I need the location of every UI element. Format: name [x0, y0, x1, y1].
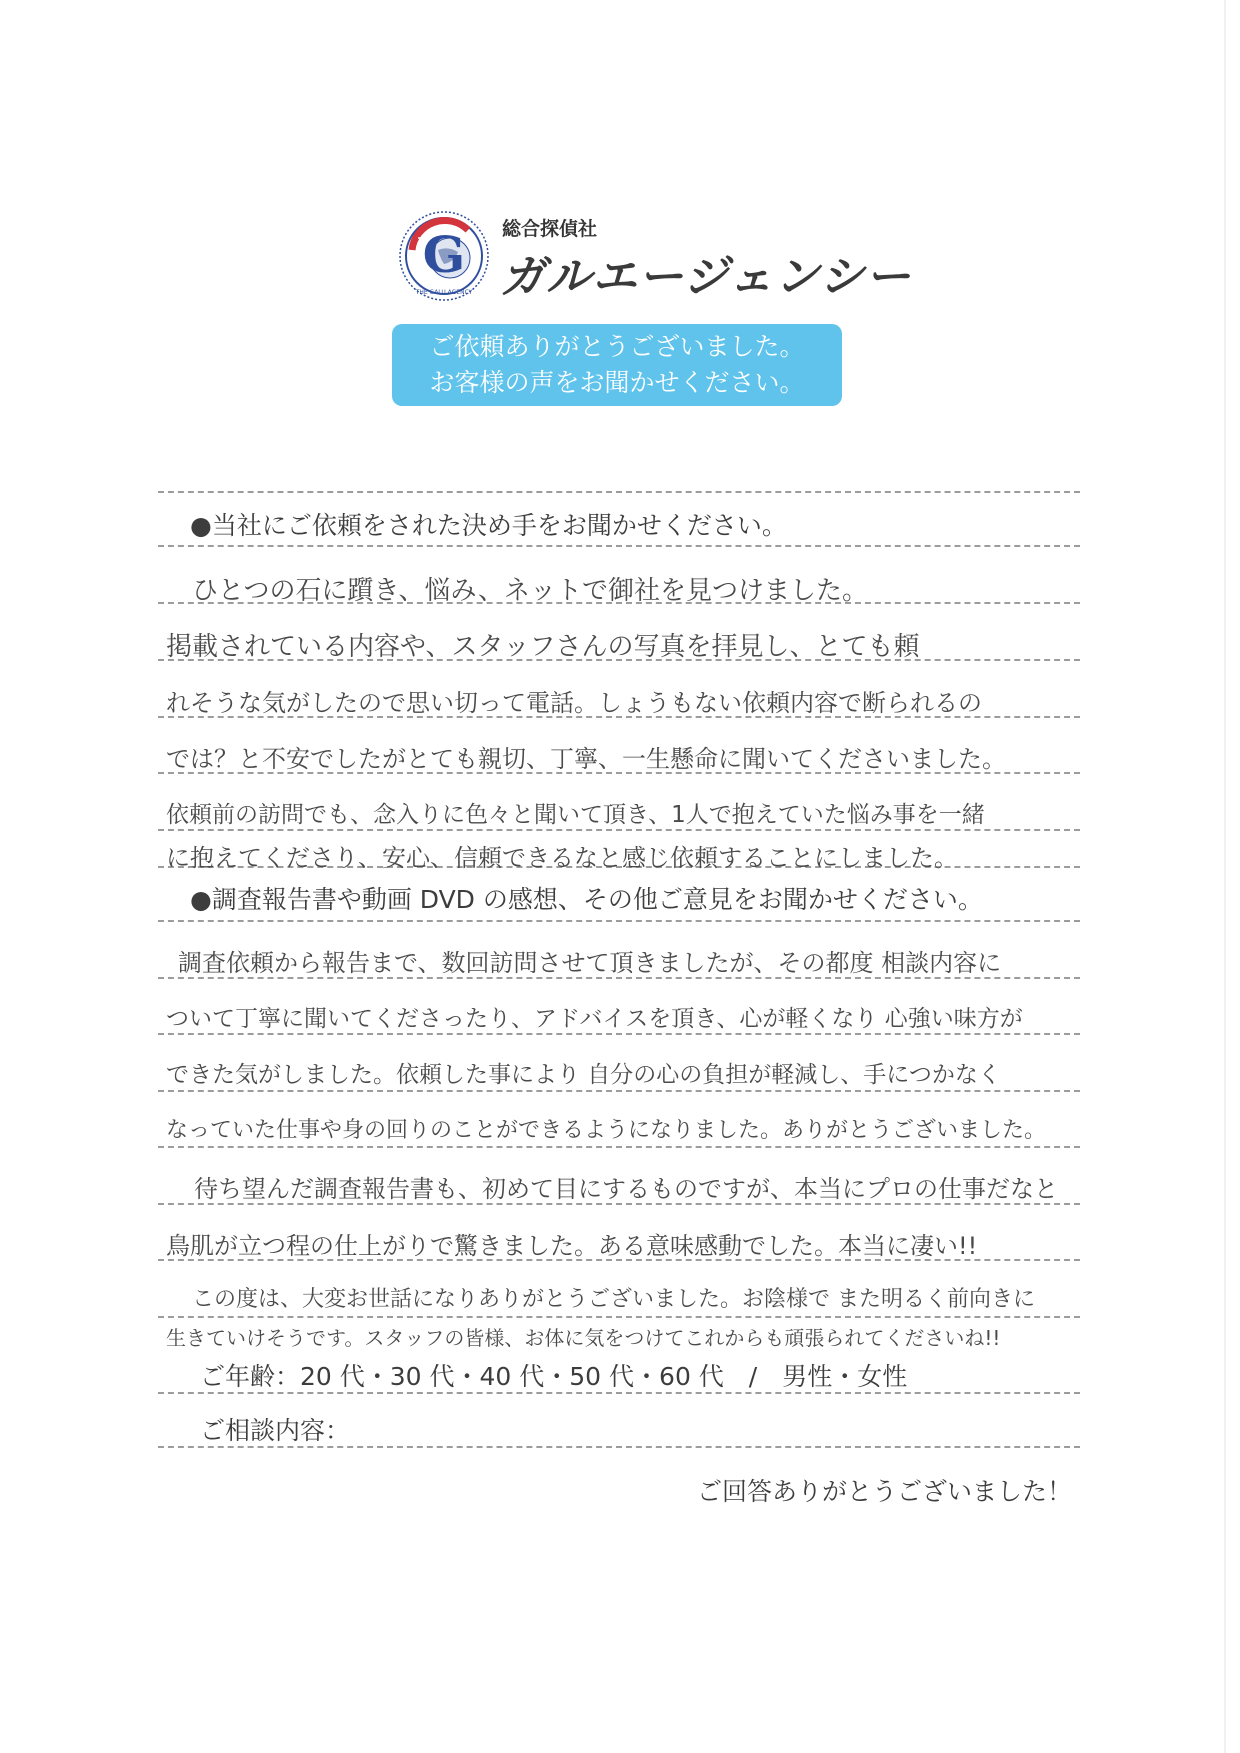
thank-you-banner: [392, 324, 842, 406]
question-impressions: ●調査報告書や動画 DVD の感想、その他ご意見をお聞かせください。: [190, 885, 983, 914]
answer2-line: 鳥肌が立つ程の仕上がりで驚きました。ある意味感動でした。本当に凄い!!: [166, 1232, 978, 1260]
form-rule: [158, 491, 1080, 493]
company-name: ガルエージェンシー: [500, 250, 912, 303]
banner-line-2: お客様の声をお聞かせください。: [429, 368, 805, 397]
emblem-letter: G: [422, 225, 466, 284]
answer2-line: 調査依頼から報告まで、数回訪問させて頂きましたが、その都度 相談内容に: [178, 949, 1002, 977]
globe-emblem-icon: [398, 210, 490, 302]
company-kicker: 総合探偵社: [502, 218, 598, 240]
question-decision-factor: ●当社にご依頼をされた決め手をお聞かせください。: [190, 511, 787, 540]
answer2-line: ついて丁寧に聞いてくださったり、アドバイスを頂き、心が軽くなり 心強い味方が: [166, 1006, 1023, 1032]
answer2-line: できた気がしました。依頼した事により 自分の心の負担が軽減し、手につかなく: [166, 1062, 1001, 1088]
answer1-line: ひとつの石に躓き、悩み、ネットで御社を見つけました。: [192, 576, 869, 606]
consultation-field: ご相談内容：: [200, 1416, 351, 1445]
form-rule: [158, 1033, 1080, 1035]
closing-message: ご回答ありがとうございました！: [696, 1477, 1072, 1506]
scan-edge-divider: [1224, 0, 1226, 1753]
answer1-line: 掲載されている内容や、スタッフさんの写真を拝見し、とても頼: [166, 632, 920, 662]
answer2-line: 待ち望んだ調査報告書も、初めて目にするものですが、本当にプロの仕事だなと: [194, 1175, 1058, 1203]
answer2-line: この度は、大変お世話になりありがとうございました。お陰様で また明るく前向きに: [192, 1287, 1035, 1312]
answer1-line: れそうな気がしたので思い切って電話。しょうもない依頼内容で断られるの: [166, 689, 982, 717]
answer2-line: なっていた仕事や身の回りのことができるようになりました。ありがとうございました。: [166, 1118, 1047, 1143]
age-gender-field: ご年齢：20 代・30 代・40 代・50 代・60 代 / 男性・女性: [200, 1362, 908, 1391]
answer2-line: 生きていけそうです。スタッフの皆様、お体に気をつけてこれからも頑張られてくださいね!!: [166, 1326, 1001, 1350]
form-rule: [158, 829, 1080, 831]
banner-line-1: ご依頼ありがとうございました。: [429, 332, 805, 361]
form-rule: [158, 1316, 1080, 1318]
answer1-line: 依頼前の訪問でも、念入りに色々と聞いて頂き、1人で抱えていた悩み事を一緒: [166, 802, 985, 828]
company-logo: [398, 208, 912, 308]
answer1-line: に抱えてくださり、安心、信頼できるなと感じ依頼することにしました。: [166, 844, 958, 872]
form-rule: [158, 545, 1080, 547]
form-rule: [158, 1090, 1080, 1092]
emblem-ring-text: THE GALU AGENCY: [415, 289, 473, 296]
answer1-line: では？と不安でしたがとても親切、丁寧、一生懸命に聞いてくださいました。: [166, 745, 1006, 773]
form-rule: [158, 1146, 1080, 1148]
form-rule: [158, 920, 1080, 922]
